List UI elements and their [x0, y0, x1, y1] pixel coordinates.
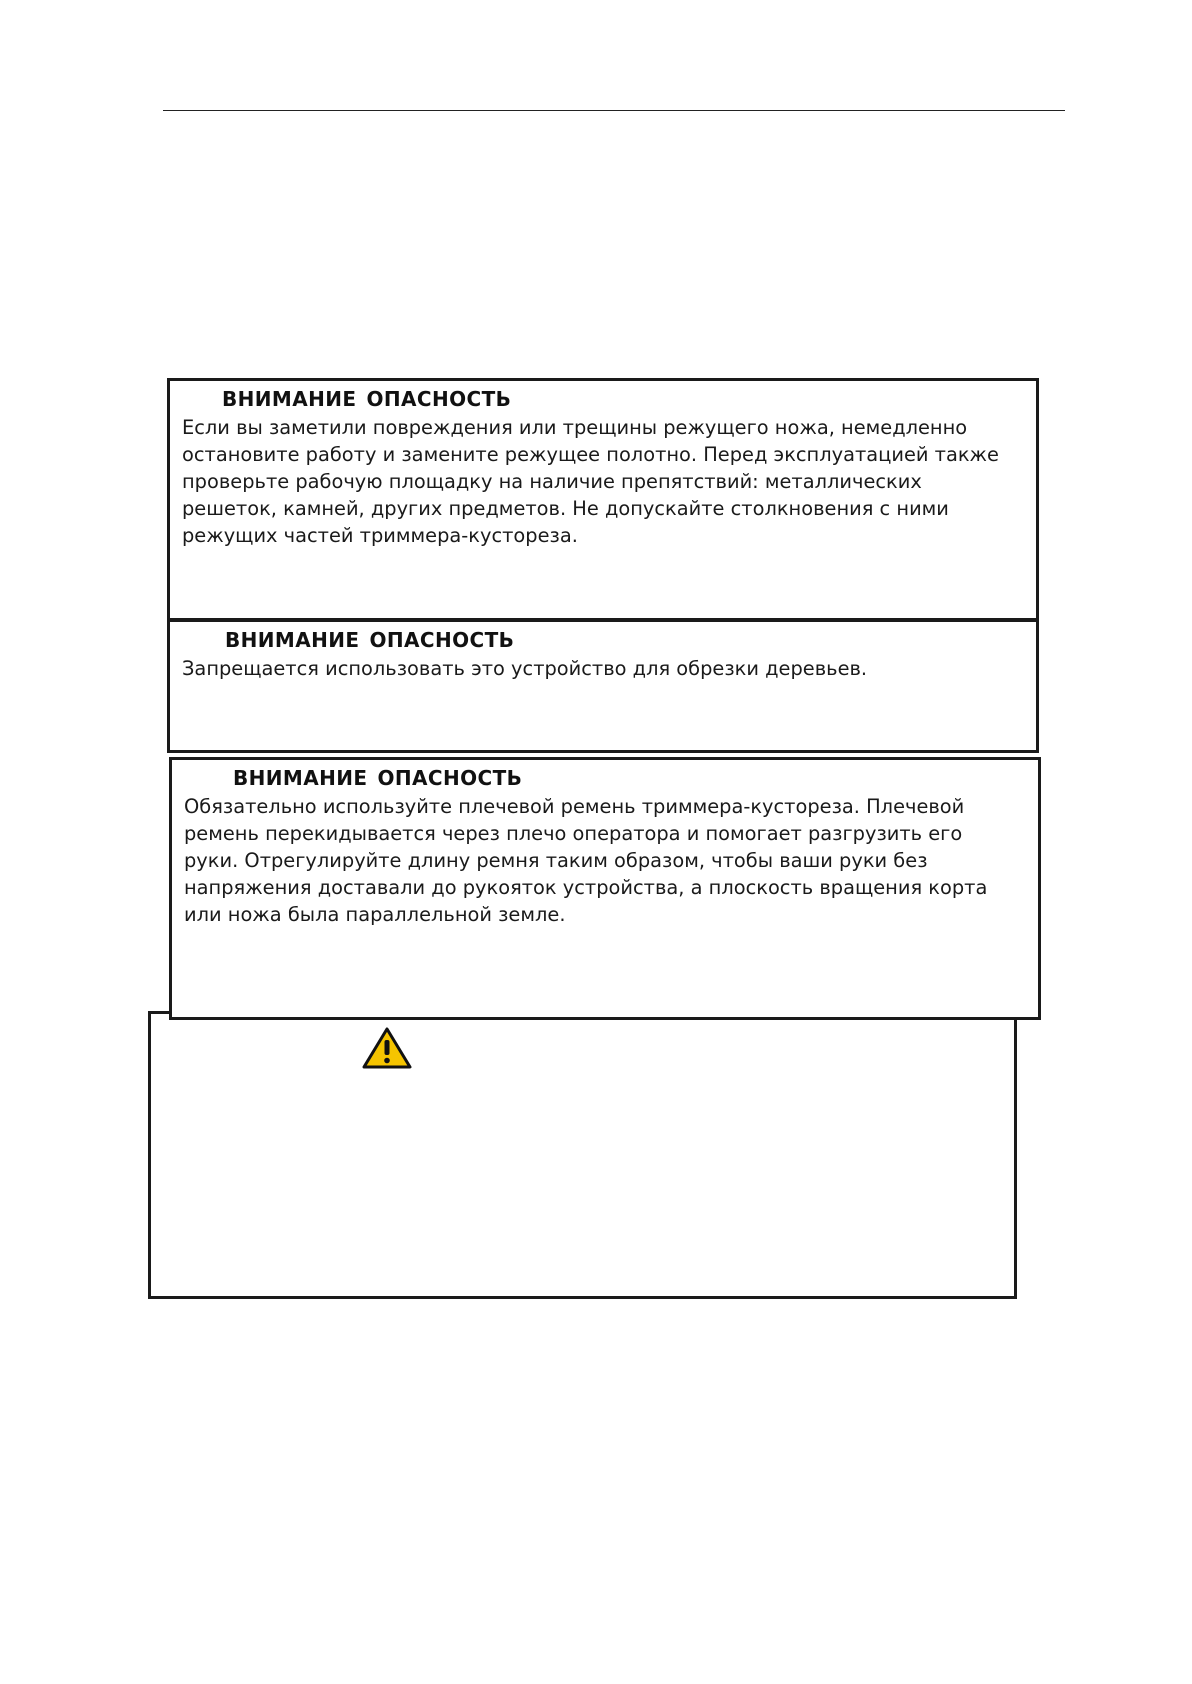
warning-text	[184, 793, 987, 928]
warning-text	[182, 655, 867, 682]
warning-title-word-1: ВНИМАНИЕ	[222, 387, 357, 411]
warning-box-empty	[148, 1011, 1017, 1299]
warning-text-line: режущих частей триммера-кустореза.	[182, 524, 578, 547]
warning-title-word-2: ОПАСНОСТЬ	[377, 766, 523, 790]
warning-text-line: остановите работу и замените режущее полотно. Перед эксплуатацией также	[182, 443, 999, 466]
warning-title-word-1: ВНИМАНИЕ	[225, 628, 360, 652]
warning-text-line: ремень перекидывается через плечо оператора и помогает разгрузить его	[184, 822, 963, 845]
warning-text-line: решеток, камней, других предметов. Не допускайте столкновения с ними	[182, 497, 949, 520]
warning-title-word-1: ВНИМАНИЕ	[233, 766, 368, 790]
warning-text-line: Обязательно используйте плечевой ремень триммера-кустореза. Плечевой	[184, 795, 965, 818]
warning-text-line: Если вы заметили повреждения или трещины режущего ножа, немедленно	[182, 416, 968, 439]
warning-box-cutting-blade	[167, 378, 1039, 621]
warning-box-shoulder-strap	[169, 757, 1041, 1020]
warning-text-line: или ножа была параллельной земле.	[184, 903, 566, 926]
warning-text-line: напряжения доставали до рукояток устройства, а плоскость вращения корта	[184, 876, 988, 899]
warning-title-word-2: ОПАСНОСТЬ	[366, 387, 512, 411]
warning-title	[233, 766, 522, 790]
warning-box-no-trees	[167, 619, 1039, 753]
warning-triangle-icon	[361, 1026, 413, 1070]
warning-title-word-2: ОПАСНОСТЬ	[369, 628, 515, 652]
warning-title	[225, 628, 514, 652]
warning-text	[182, 414, 999, 549]
warning-text-line: проверьте рабочую площадку на наличие препятствий: металлических	[182, 470, 922, 493]
warning-text-line: руки. Отрегулируйте длину ремня таким образом, чтобы ваши руки без	[184, 849, 928, 872]
warning-title	[222, 387, 511, 411]
header-rule	[163, 110, 1065, 111]
warning-text-line: Запрещается использовать это устройство для обрезки деревьев.	[182, 657, 868, 680]
